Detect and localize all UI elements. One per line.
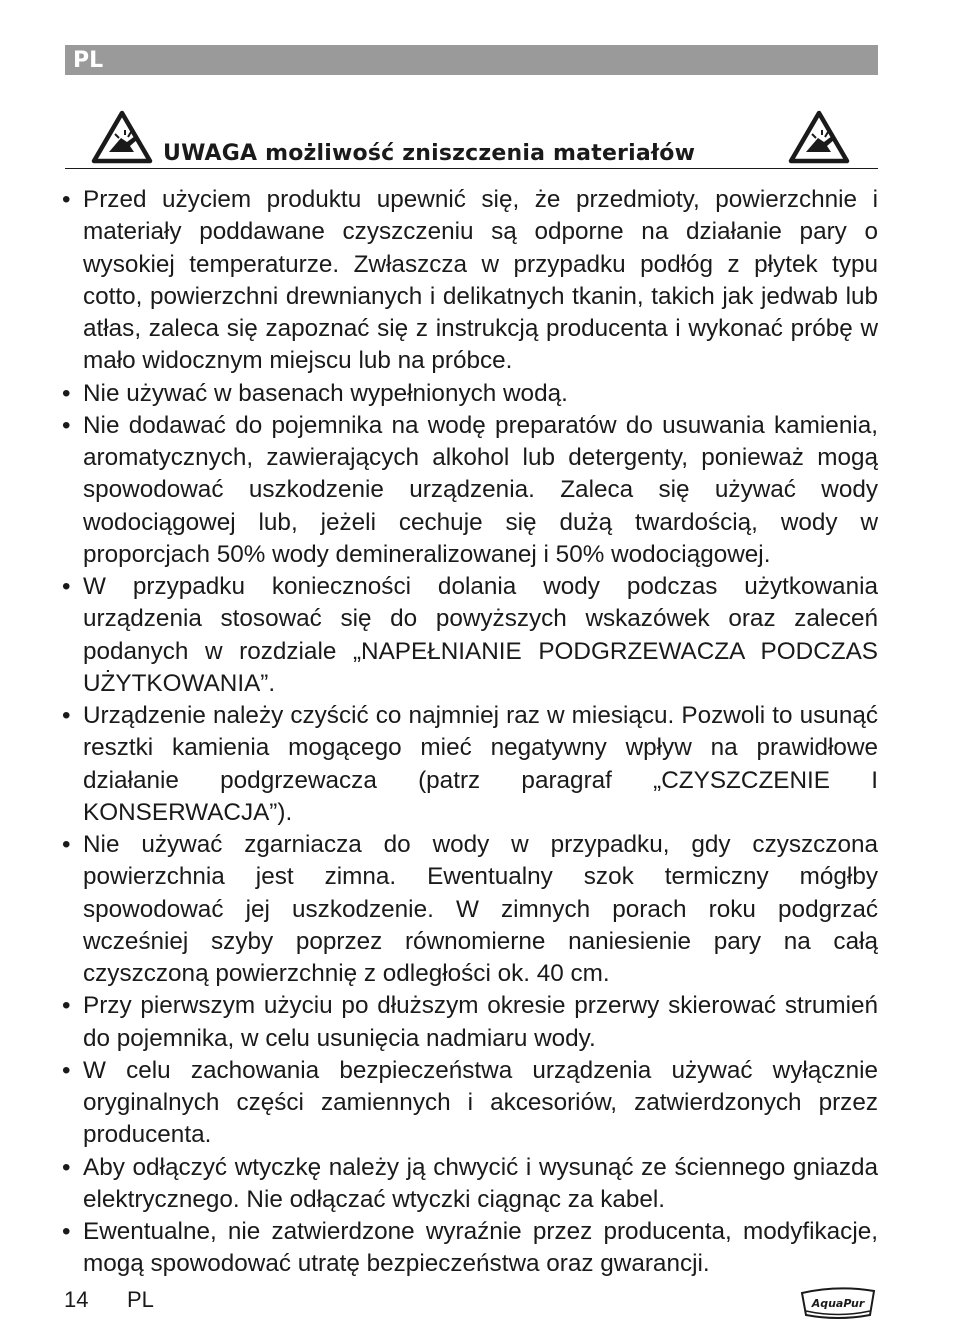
aquapur-logo <box>798 1285 878 1321</box>
list-item: • Nie używać w basenach wypełnionych wodą. <box>62 378 878 410</box>
warning-title: UWAGA możliwość zniszczenia materiałów <box>163 141 696 166</box>
list-item: • Urządzenie należy czyścić co najmniej raz w miesiącu. Pozwoli to usunąć resztki kamienia mogącego mieć negatywny wpływ na prawidłowe działanie podgrzewacza (patrz paragraf „CZYSZCZENIE I KONSERWACJA”). <box>62 700 878 829</box>
list-item: • W przypadku konieczności dolania wody podczas użytkowania urządzenia stosować się do powyższych wskazówek oraz zaleceń podanych w rozdziale „NAPEŁNIANIE PODGRZEWACZA PODCZAS UŻYTKOWANIA”. <box>62 571 878 700</box>
page-number: 14 <box>64 1287 89 1312</box>
list-item: • Ewentualne, nie zatwierdzone wyraźnie przez producenta, modyfikacje, mogą spowodować utratę bezpieczeństwa oraz gwarancji. <box>62 1216 878 1281</box>
list-item: • Nie dodawać do pojemnika na wodę preparatów do usuwania kamienia, aromatycznych, zawierających alkohol lub detergenty, ponieważ mogą spowodować uszkodzenie urządzenia. Zaleca się używać wody wodociągowej lub, jeżeli cechuje się dużą twardością, wody w proporcjach 50% wody demineralizowanej i 50% wodociągowej. <box>62 410 878 571</box>
language-bar <box>65 45 878 75</box>
list-item: • Nie używać zgarniacza do wody w przypadku, gdy czyszczona powierzchnia jest zimna. Ewentualny szok termiczny mógłby spowodować jej uszkodzenie. W zimnych porach roku podgrzać wcześniej szyby poprzez równomierne naniesienie pary na całą czyszczoną powierzchnię z odległości ok. 40 cm. <box>62 829 878 990</box>
warning-header <box>65 110 878 169</box>
hand-damage-warning-icon <box>788 110 850 164</box>
list-item: • W celu zachowania bezpieczeństwa urządzenia używać wyłącznie oryginalnych części zamiennych i akcesoriów, zatwierdzonych przez producenta. <box>62 1055 878 1152</box>
list-item: • Aby odłączyć wtyczkę należy ją chwycić i wysunąć ze ściennego gniazda elektrycznego. Nie odłączać wtyczki ciągnąc za kabel. <box>62 1152 878 1217</box>
hand-damage-warning-icon <box>91 110 153 164</box>
warning-list <box>62 184 878 1281</box>
footer-language: PL <box>127 1287 154 1312</box>
language-code: PL <box>73 48 104 73</box>
list-item: • Przy pierwszym użyciu po dłuższym okresie przerwy skierować strumień do pojemnika, w celu usunięcia nadmiaru wody. <box>62 990 878 1055</box>
logo-text: AquaPur <box>811 1297 865 1310</box>
list-item: • Przed użyciem produktu upewnić się, że przedmioty, powierzchnie i materiały poddawane czyszczeniu są odporne na działanie pary o wysokiej temperaturze. Zwłaszcza w przypadku podłóg z płytek typu cotto, powierzchni drewnianych i delikatnych tkanin, takich jak jedwab lub atłas, zaleca się zapoznać się z instrukcją producenta i wykonać próbę w mało widocznym miejscu lub na próbce. <box>62 184 878 378</box>
